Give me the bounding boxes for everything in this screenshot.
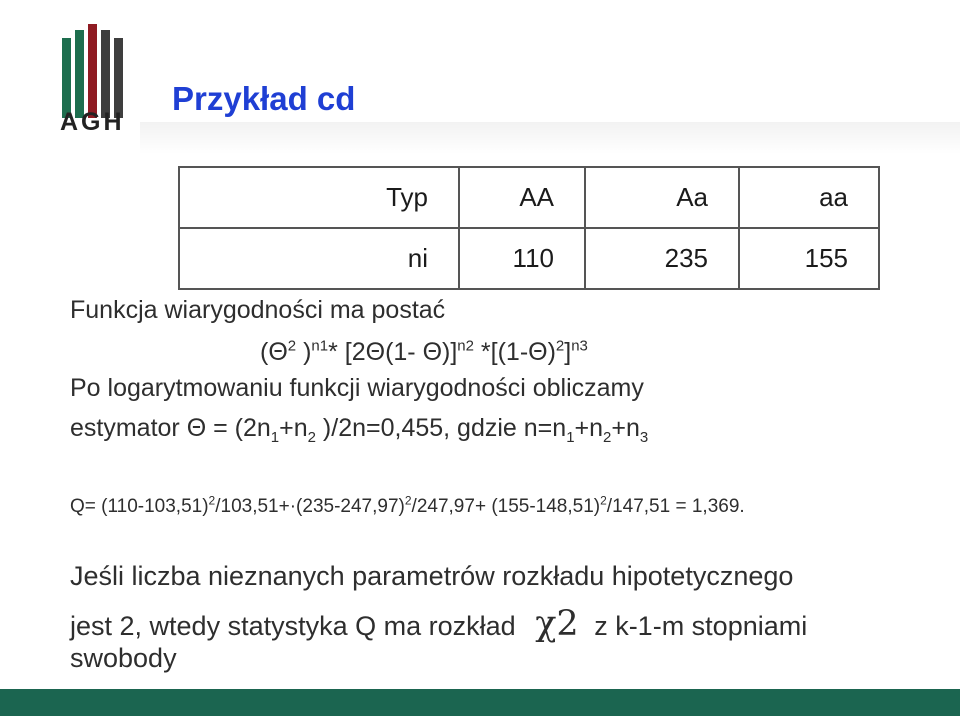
table-cell-110: 110 <box>459 228 585 289</box>
formula-part: ) <box>296 338 312 366</box>
genotype-table <box>178 166 880 290</box>
estimator-text <box>70 414 649 446</box>
table-cell-235: 235 <box>585 228 739 289</box>
chi-square-symbol: χ2 <box>535 604 579 644</box>
estimator-part: +n <box>574 414 604 442</box>
distribution-part: z k-1-m stopniami <box>594 611 808 641</box>
formula-exponent: 2 <box>555 337 565 355</box>
logo-text: AGH <box>60 108 125 136</box>
q-statistic-formula <box>70 493 745 518</box>
estimator-subscript: 1 <box>270 429 280 446</box>
parameters-text: Jeśli liczba nieznanych parametrów rozkładu hipotetycznego <box>70 561 794 591</box>
table-row <box>179 228 879 289</box>
table-cell-aa-mixed: Aa <box>585 167 739 228</box>
formula-exponent: n3 <box>571 337 588 355</box>
table-cell-typ: Typ <box>179 167 459 228</box>
footer-bar <box>0 689 960 716</box>
formula-exponent: 2 <box>287 337 297 355</box>
likelihood-formula <box>260 338 588 367</box>
distribution-text <box>70 604 807 644</box>
distribution-part: jest 2, wtedy statystyka Q ma rozkład <box>70 611 516 641</box>
q-part: Q= (110-103,51) <box>70 496 209 517</box>
q-part: /247,97+ (155-148,51) <box>411 496 601 517</box>
formula-exponent: n1 <box>311 337 329 355</box>
formula-exponent: n2 <box>457 337 474 355</box>
formula-part: * [2Θ(1- Θ)] <box>328 338 458 366</box>
page-title: Przykład cd <box>172 80 356 117</box>
formula-part: *[(1-Θ) <box>473 338 556 366</box>
formula-part: ] <box>564 338 572 366</box>
freedom-text: swobody <box>70 643 177 673</box>
formula-part: (Θ <box>260 338 288 366</box>
estimator-part: +n <box>611 414 640 442</box>
log-likelihood-text: Po logarytmowaniu funkcji wiarygodności obliczamy <box>70 374 644 402</box>
q-exponent: 2 <box>600 493 607 508</box>
q-part: /147,51 = 1,369. <box>606 496 745 517</box>
estimator-part: estymator Θ = (2n <box>70 414 271 442</box>
estimator-part: )/2n=0,455, gdzie n=n <box>315 414 567 442</box>
table-cell-155: 155 <box>739 228 879 289</box>
estimator-subscript: 1 <box>566 429 575 446</box>
q-exponent: 2 <box>404 493 412 508</box>
table-header-row <box>179 167 879 228</box>
estimator-subscript: 3 <box>639 429 649 446</box>
table-cell-ni: ni <box>179 228 459 289</box>
estimator-subscript: 2 <box>307 429 316 446</box>
estimator-part: +n <box>279 414 308 442</box>
table-cell-aa-upper: AA <box>459 167 585 228</box>
estimator-subscript: 2 <box>603 429 612 446</box>
q-exponent: 2 <box>208 493 216 508</box>
table-cell-aa-lower: aa <box>739 167 879 228</box>
likelihood-intro: Funkcja wiarygodności ma postać <box>70 296 446 324</box>
title-band <box>140 122 960 154</box>
q-part: /103,51+·(235-247,97) <box>215 496 405 517</box>
